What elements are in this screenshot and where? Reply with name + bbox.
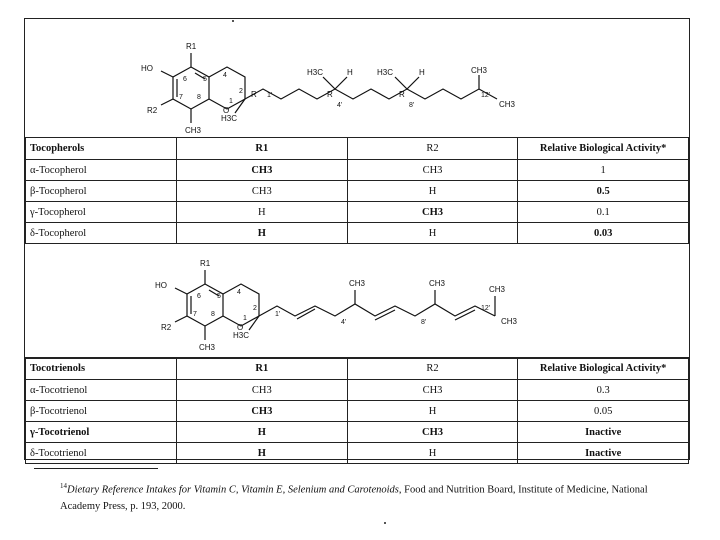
struct1-label: 12' — [481, 92, 491, 99]
struct1-label: CH3 — [185, 126, 202, 135]
struct1-label: 8 — [197, 94, 201, 101]
struct2-label: O — [237, 323, 244, 332]
r1-value: CH3 — [177, 181, 348, 202]
activity-value: 0.05 — [518, 401, 689, 422]
r2-value: H — [347, 223, 518, 244]
struct2-label: 1 — [243, 315, 247, 322]
struct1-label: O — [223, 106, 230, 115]
struct2-label: 8 — [211, 311, 215, 318]
r2-value: CH3 — [347, 202, 518, 223]
struct1-label: 5 — [203, 76, 207, 83]
column-header: Tocotrienols — [26, 358, 177, 380]
struct1-label: H — [419, 68, 425, 77]
struct2-label: CH3 — [199, 343, 216, 352]
struct2-label: 2 — [253, 305, 257, 312]
compound-name: α-Tocotrienol — [26, 380, 177, 401]
struct1-label: 2 — [239, 88, 243, 95]
struct1-label: 1' — [267, 92, 273, 99]
struct1-label: H3C — [377, 68, 394, 77]
tocotrienol-structure-drawing — [25, 244, 689, 356]
struct2-label: 8' — [421, 319, 427, 326]
struct1-label: 4' — [337, 102, 343, 109]
r1-value: H — [177, 223, 348, 244]
struct2-label: 7 — [193, 311, 197, 318]
struct1-label: 4 — [223, 72, 227, 79]
table-row — [26, 401, 689, 422]
activity-value: 0.03 — [518, 223, 689, 244]
table-row — [26, 443, 689, 464]
struct1-label: 6 — [183, 76, 187, 83]
activity-value: 0.1 — [518, 202, 689, 223]
activity-value: 1 — [518, 160, 689, 181]
struct2-label: 5 — [217, 293, 221, 300]
r1-value: CH3 — [177, 401, 348, 422]
struct1-label: R1 — [186, 42, 197, 51]
tocopherol-structure — [25, 19, 689, 138]
table-row — [26, 223, 689, 244]
column-header: Relative Biological Activity* — [518, 138, 689, 160]
column-header: R2 — [347, 138, 518, 160]
r1-value: H — [177, 422, 348, 443]
table-row — [26, 380, 689, 401]
r1-value: CH3 — [177, 380, 348, 401]
struct1-label: CH3 — [499, 100, 516, 109]
struct1-label: H3C — [307, 68, 324, 77]
scan-speck — [232, 20, 234, 22]
column-header: R2 — [347, 358, 518, 380]
struct1-label: R — [399, 90, 405, 99]
struct2-label: H3C — [233, 331, 250, 340]
footnote-title: Dietary Reference Intakes for Vitamin C, Vitamin E, Selenium and Carotenoids — [67, 484, 399, 496]
r2-value: CH3 — [347, 422, 518, 443]
struct2-label: CH3 — [429, 279, 446, 288]
column-header: R1 — [177, 138, 348, 160]
struct2-label: 6 — [197, 293, 201, 300]
column-header: Tocopherols — [26, 138, 177, 160]
scan-speck — [384, 522, 386, 524]
r2-value: H — [347, 443, 518, 464]
activity-value: 0.3 — [518, 380, 689, 401]
table-row — [26, 422, 689, 443]
compound-name: β-Tocotrienol — [26, 401, 177, 422]
struct1-label: 7 — [179, 94, 183, 101]
r1-value: H — [177, 202, 348, 223]
activity-value: Inactive — [518, 422, 689, 443]
tocopherol-structure-drawing — [25, 19, 689, 137]
table-row — [26, 181, 689, 202]
tocotrienols-table — [25, 357, 689, 464]
tocopherols-table — [25, 137, 689, 244]
struct1-label: R — [327, 90, 333, 99]
table-header-row — [26, 358, 689, 380]
table-header-row — [26, 138, 689, 160]
footnote-number: 14 — [60, 482, 67, 490]
column-header: Relative Biological Activity* — [518, 358, 689, 380]
struct1-label: 1 — [229, 98, 233, 105]
struct1-label: CH3 — [471, 66, 488, 75]
table-row — [26, 160, 689, 181]
r2-value: CH3 — [347, 380, 518, 401]
struct2-label: HO — [155, 281, 167, 290]
struct2-label: CH3 — [349, 279, 366, 288]
r2-value: H — [347, 181, 518, 202]
footnote — [60, 478, 680, 515]
r2-value: CH3 — [347, 160, 518, 181]
struct1-label: 8' — [409, 102, 415, 109]
struct1-label: H3C — [221, 114, 238, 123]
compound-name: γ-Tocopherol — [26, 202, 177, 223]
struct2-label: CH3 — [489, 285, 506, 294]
struct2-label: R2 — [161, 323, 172, 332]
compound-name: α-Tocopherol — [26, 160, 177, 181]
compound-name: γ-Tocotrienol — [26, 422, 177, 443]
r2-value: H — [347, 401, 518, 422]
struct2-label: CH3 — [501, 317, 518, 326]
activity-value: 0.5 — [518, 181, 689, 202]
struct1-label: R — [251, 90, 257, 99]
compound-name: δ-Tocopherol — [26, 223, 177, 244]
table-row — [26, 202, 689, 223]
tocotrienol-structure — [25, 243, 689, 359]
activity-value: Inactive — [518, 443, 689, 464]
footnote-source: , Food and Nutrition Board, Institute of Medicine, National Academy Press, p. 193, 2000. — [60, 484, 648, 512]
compound-name: β-Tocopherol — [26, 181, 177, 202]
struct1-label: HO — [141, 64, 153, 73]
struct2-label: 1' — [275, 311, 281, 318]
struct1-label: H — [347, 68, 353, 77]
r1-value: H — [177, 443, 348, 464]
r1-value: CH3 — [177, 160, 348, 181]
struct2-label: 4 — [237, 289, 241, 296]
footnote-divider — [34, 468, 158, 469]
struct2-label: 12' — [481, 305, 491, 312]
struct2-label: R1 — [200, 259, 211, 268]
vitamin-e-figure — [24, 18, 690, 460]
struct1-label: R2 — [147, 106, 158, 115]
struct2-label: 4' — [341, 319, 347, 326]
compound-name: δ-Tocotrienol — [26, 443, 177, 464]
column-header: R1 — [177, 358, 348, 380]
